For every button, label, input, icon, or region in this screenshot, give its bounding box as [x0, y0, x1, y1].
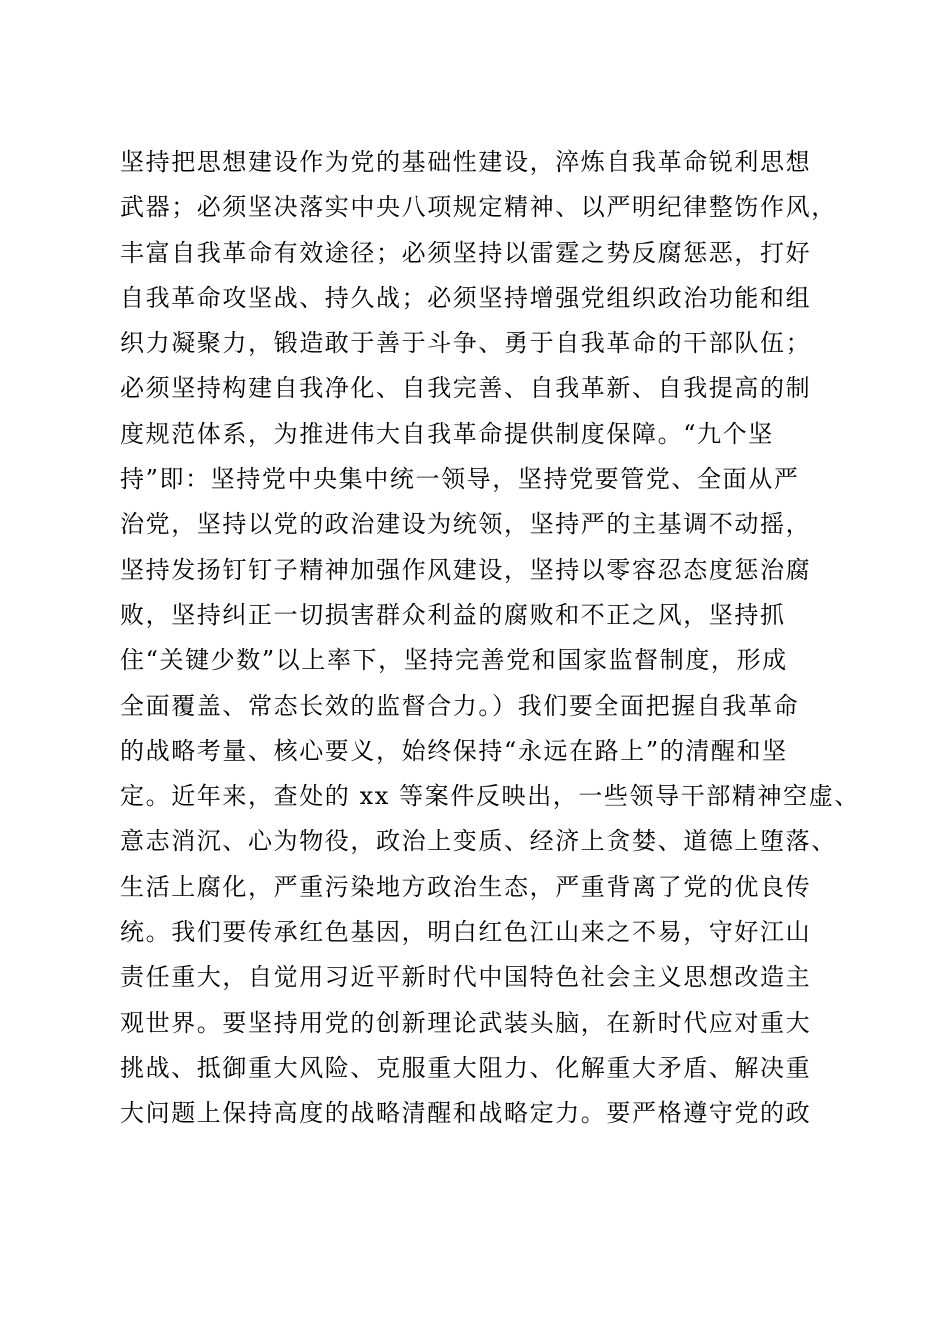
- text-line: 的战略考量、核心要义，始终保持“永远在路上”的清醒和坚: [120, 736, 788, 765]
- text-line: 观世界。要坚持用党的创新理论武装头脑，在新时代应对重大: [120, 1008, 812, 1037]
- text-line: 败，坚持纠正一切损害群众利益的腐败和不正之风，坚持抓: [120, 600, 786, 629]
- text-line: 坚持发扬钉钉子精神加强作风建设，坚持以零容忍态度惩治腐: [120, 555, 812, 584]
- text-line: 大问题上保持高度的战略清醒和战略定力。要严格遵守党的政: [120, 1099, 812, 1128]
- text-line: 定。近年来，查处的 xx 等案件反映出，一些领导干部精神空虚、: [120, 782, 860, 811]
- text-line: 丰富自我革命有效途径；必须坚持以雷霆之势反腐惩恶，打好: [120, 238, 812, 267]
- document-body: [120, 140, 860, 1137]
- text-line: 自我革命攻坚战、持久战；必须坚持增强党组织政治功能和组: [120, 283, 812, 312]
- text-line: 度规范体系，为推进伟大自我革命提供制度保障。“九个坚: [120, 419, 774, 448]
- text-line: 挑战、抵御重大风险、克服重大阻力、化解重大矛盾、解决重: [120, 1053, 812, 1082]
- text-line: 责任重大，自觉用习近平新时代中国特色社会主义思想改造主: [120, 963, 812, 992]
- text-line: 织力凝聚力，锻造敢于善于斗争、勇于自我革命的干部队伍；: [120, 329, 812, 358]
- text-line: 全面覆盖、常态长效的监督合力。）我们要全面把握自我革命: [120, 691, 800, 720]
- text-line: 必须坚持构建自我净化、自我完善、自我革新、自我提高的制: [120, 374, 812, 403]
- text-line: 坚持把思想建设作为党的基础性建设，淬炼自我革命锐利思想: [120, 148, 812, 176]
- text-line: 统。我们要传承红色基因，明白红色江山来之不易，守好江山: [120, 918, 812, 947]
- text-line: 持”即：坚持党中央集中统一领导，坚持党要管党、全面从严: [120, 465, 800, 494]
- text-line: 住“关键少数”以上率下，坚持完善党和国家监督制度，形成: [120, 646, 788, 675]
- text-line: 武器；必须坚决落实中央八项规定精神、以严明纪律整饬作风，: [120, 193, 837, 222]
- text-line: 意志消沉、心为物役，政治上变质、经济上贪婪、道德上堕落、: [120, 827, 837, 856]
- text-line: 治党，坚持以党的政治建设为统领，坚持严的主基调不动摇，: [120, 510, 812, 539]
- text-line: 生活上腐化，严重污染地方政治生态，严重背离了党的优良传: [120, 872, 812, 901]
